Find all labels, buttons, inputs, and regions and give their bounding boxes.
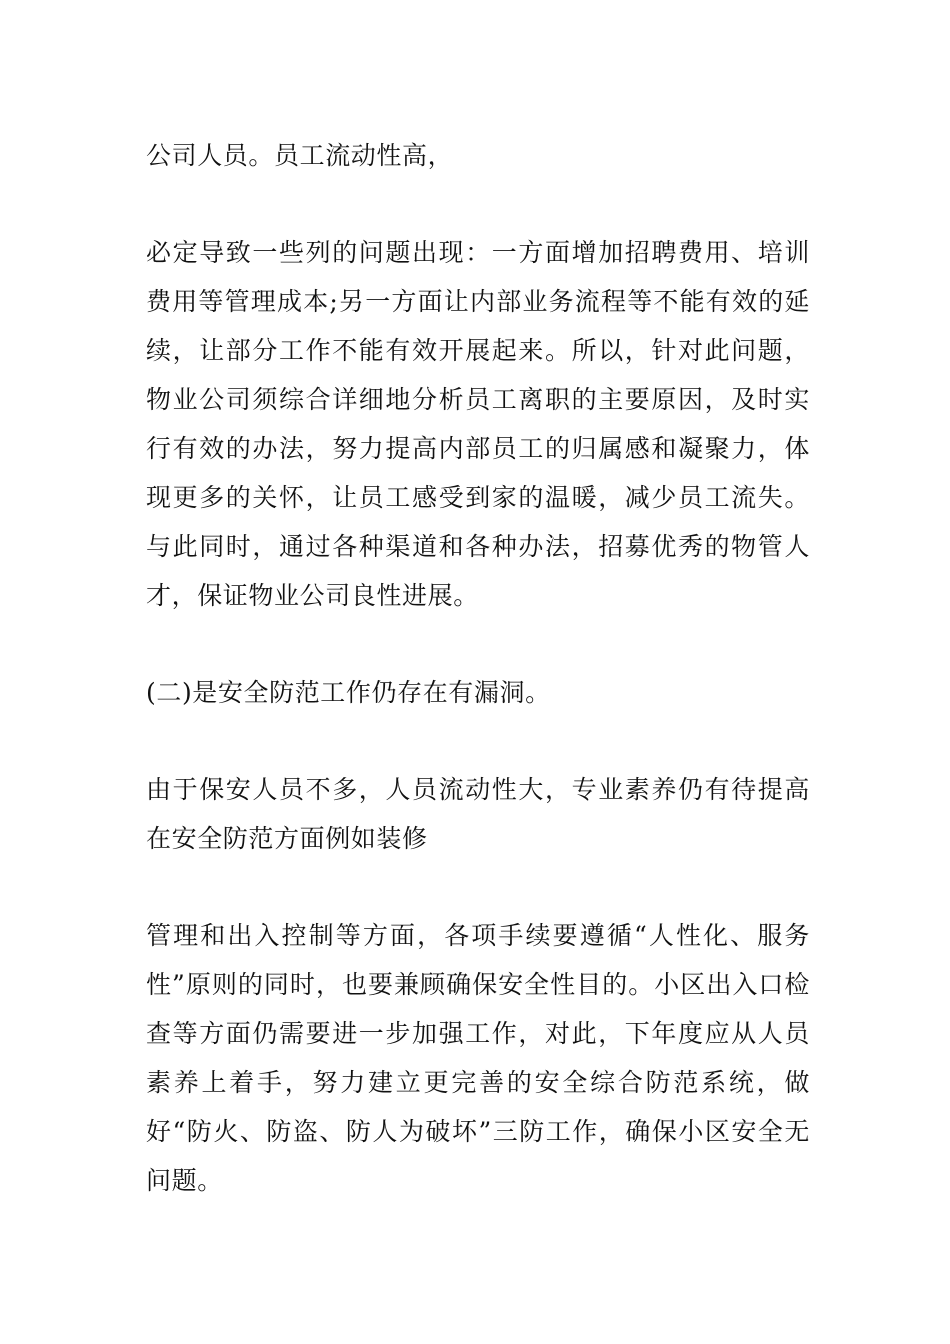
paragraph-turnover-consequences: 必定导致一些列的问题出现：一方面增加招聘费用、培训费用等管理成本;另一方面让内部业务流程等不能有效的延续，让部分工作不能有效开展起来。所以，针对此问题，物业公司须综合详细地分析员工离职的主要原因，及时实行有效的办法，努力提高内部员工的归属感和凝聚力，体现更多的关怀，让员工感受到家的温暖，减少员工流失。与此同时，通过各种渠道和各种办法，招募优秀的物管人才，保证物业公司良性进展。: [146, 238, 810, 610]
document-body: [146, 131, 810, 1205]
paragraph-security-staff: 由于保安人员不多，人员流动性大，专业素养仍有待提高在安全防范方面例如装修: [146, 775, 810, 853]
section-heading-security: (二)是安全防范工作仍存在有漏洞。: [146, 678, 551, 707]
paragraph-access-control: 管理和出入控制等方面，各项手续要遵循“人性化、服务性”原则的同时，也要兼顾确保安全性目的。小区出入口检查等方面仍需要进一步加强工作，对此，下年度应从人员素养上着手，努力建立更完善的安全综合防范系统，做好“防火、防盗、防人为破坏”三防工作，确保小区安全无问题。: [146, 921, 810, 1195]
paragraph-staff-turnover: 公司人员。员工流动性高，: [146, 141, 454, 170]
